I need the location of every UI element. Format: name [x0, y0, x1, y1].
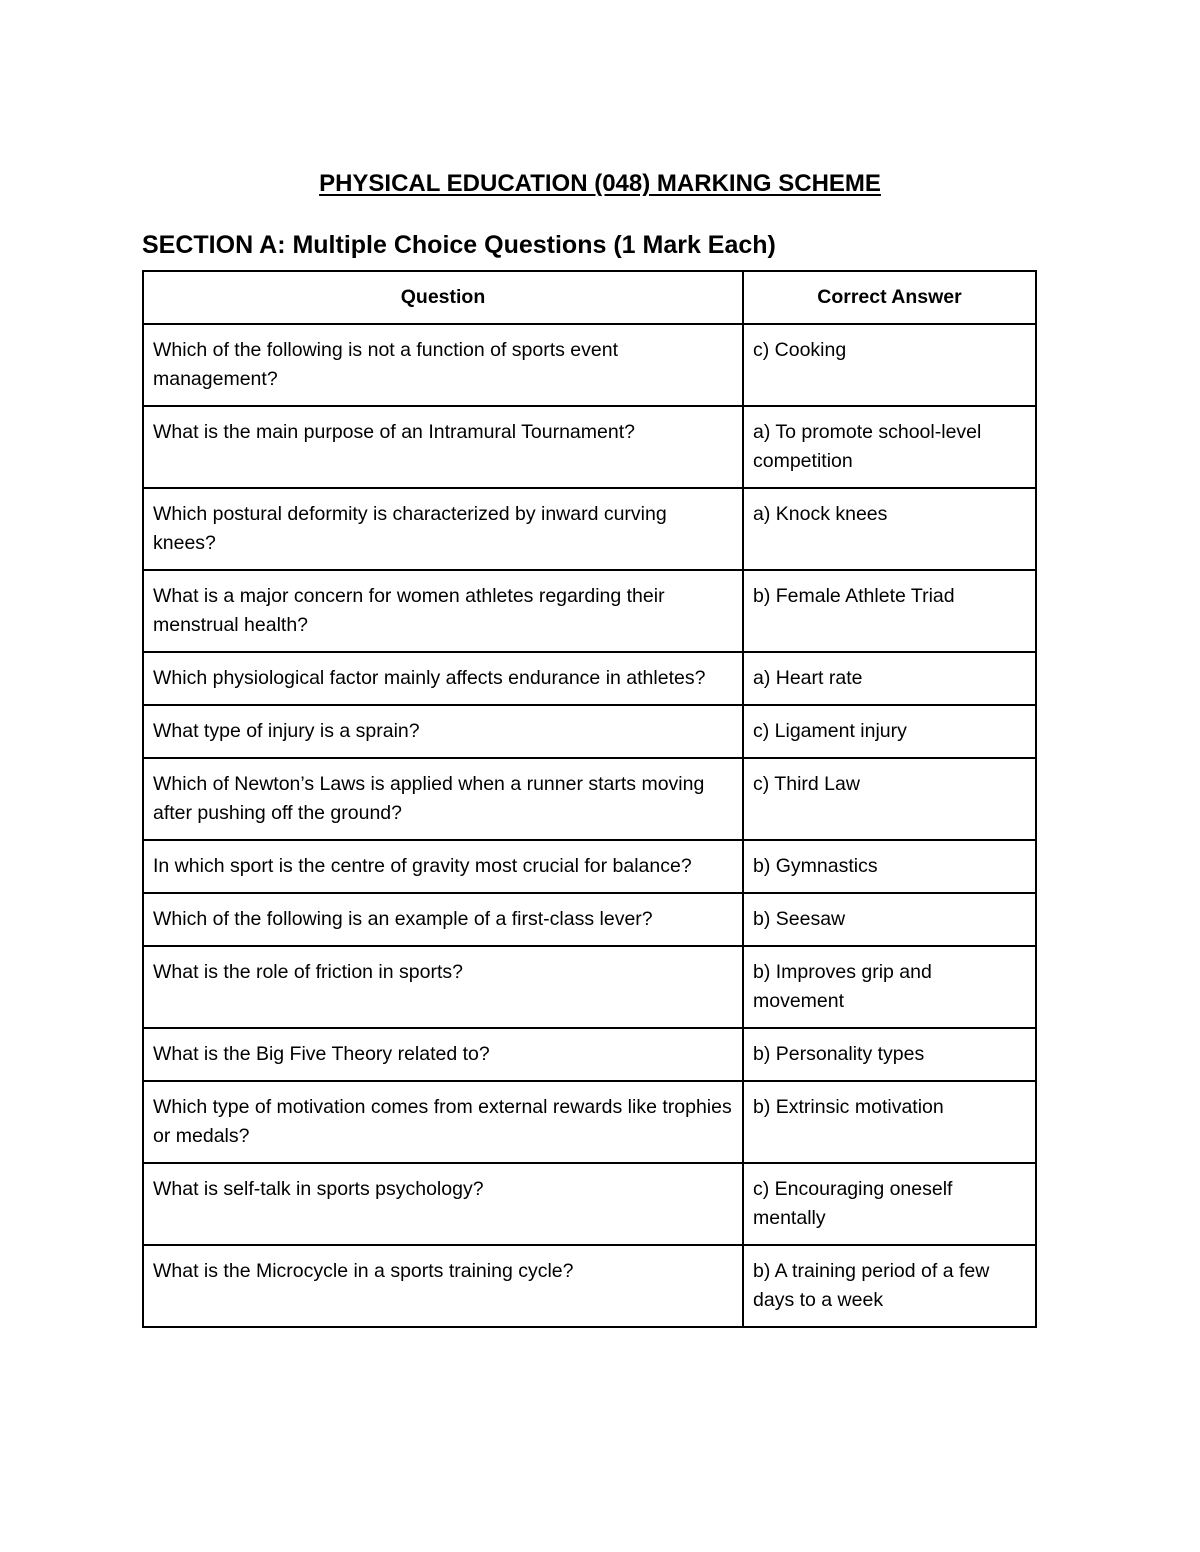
table-row — [143, 840, 1036, 893]
table-row — [143, 1028, 1036, 1081]
answer-cell: a) Heart rate — [743, 652, 1036, 705]
answer-cell: c) Ligament injury — [743, 705, 1036, 758]
answer-cell: b) A training period of a few days to a week — [743, 1245, 1036, 1327]
question-cell: Which type of motivation comes from external rewards like trophies or medals? — [143, 1081, 743, 1163]
question-cell: In which sport is the centre of gravity most crucial for balance? — [143, 840, 743, 893]
answer-cell: b) Extrinsic motivation — [743, 1081, 1036, 1163]
question-cell: What is the Big Five Theory related to? — [143, 1028, 743, 1081]
section-heading: SECTION A: Multiple Choice Questions (1 Mark Each) — [142, 231, 776, 259]
answer-cell: a) Knock knees — [743, 488, 1036, 570]
table-row — [143, 488, 1036, 570]
answer-cell: c) Encouraging oneself mentally — [743, 1163, 1036, 1245]
answer-cell: b) Gymnastics — [743, 840, 1036, 893]
table-header-row — [143, 271, 1036, 324]
question-cell: What is the role of friction in sports? — [143, 946, 743, 1028]
answer-cell: c) Third Law — [743, 758, 1036, 840]
question-cell: What is a major concern for women athletes regarding their menstrual health? — [143, 570, 743, 652]
question-cell: What is self-talk in sports psychology? — [143, 1163, 743, 1245]
table-row — [143, 1245, 1036, 1327]
table-row — [143, 705, 1036, 758]
question-cell: Which postural deformity is characterized by inward curving knees? — [143, 488, 743, 570]
answer-cell: c) Cooking — [743, 324, 1036, 406]
table-row — [143, 570, 1036, 652]
question-cell: Which physiological factor mainly affects endurance in athletes? — [143, 652, 743, 705]
question-cell: What is the main purpose of an Intramural Tournament? — [143, 406, 743, 488]
question-cell: What type of injury is a sprain? — [143, 705, 743, 758]
question-cell: Which of the following is an example of a first-class lever? — [143, 893, 743, 946]
table-row — [143, 946, 1036, 1028]
answer-cell: a) To promote school-level competition — [743, 406, 1036, 488]
table-row — [143, 652, 1036, 705]
table-row — [143, 893, 1036, 946]
answer-table — [142, 270, 1037, 1328]
table-row — [143, 406, 1036, 488]
answer-cell: b) Seesaw — [743, 893, 1036, 946]
answer-cell: b) Improves grip and movement — [743, 946, 1036, 1028]
answer-cell: b) Personality types — [743, 1028, 1036, 1081]
question-cell: What is the Microcycle in a sports training cycle? — [143, 1245, 743, 1327]
table-row — [143, 1081, 1036, 1163]
question-column-header: Question — [143, 271, 743, 324]
question-cell: Which of the following is not a function of sports event management? — [143, 324, 743, 406]
table-row — [143, 324, 1036, 406]
question-cell: Which of Newton’s Laws is applied when a runner starts moving after pushing off the ground? — [143, 758, 743, 840]
table-row — [143, 758, 1036, 840]
answer-column-header: Correct Answer — [743, 271, 1036, 324]
table-row — [143, 1163, 1036, 1245]
document-title: PHYSICAL EDUCATION (048) MARKING SCHEME — [319, 170, 881, 197]
answer-cell: b) Female Athlete Triad — [743, 570, 1036, 652]
